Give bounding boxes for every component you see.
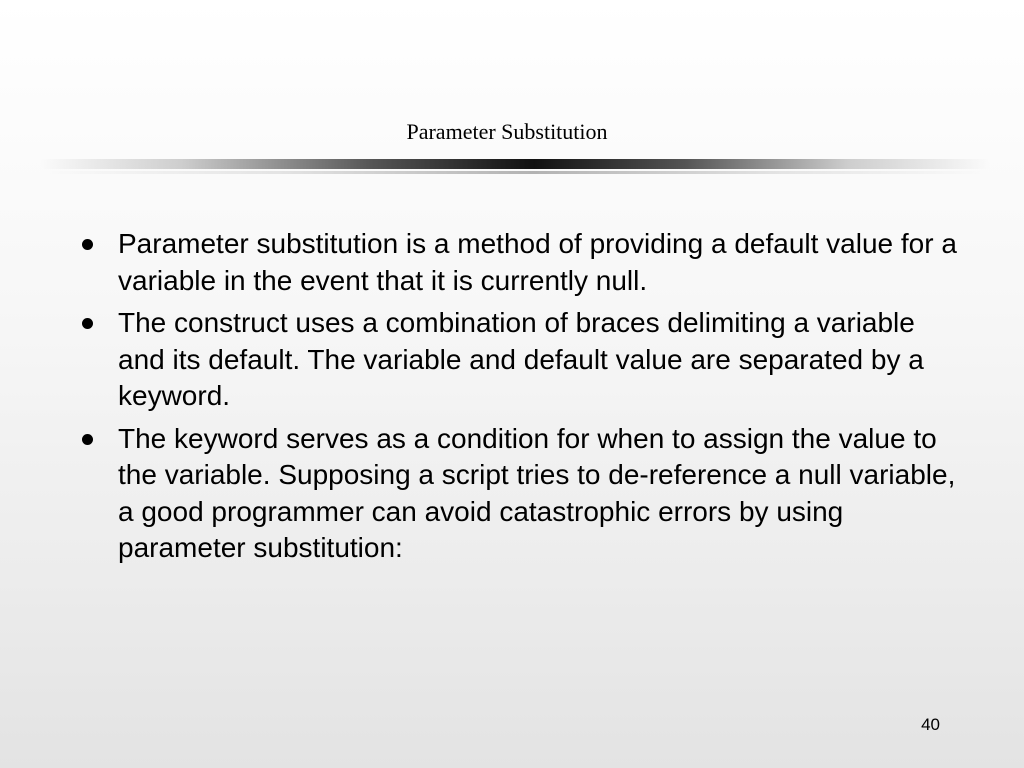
slide-title: Parameter Substitution <box>406 119 608 144</box>
title-divider-shadow <box>40 171 990 174</box>
bullet-item <box>82 226 962 299</box>
bullet-dot-icon <box>82 434 93 445</box>
bullet-dot-icon <box>82 318 93 329</box>
title-divider <box>40 159 990 169</box>
bullet-item <box>82 421 962 567</box>
bullet-dot-icon <box>82 239 93 250</box>
bullet-text: The construct uses a combination of braces delimiting a variable and its default. The variable and default value are separated by a keyword. <box>118 307 924 411</box>
bullet-text: Parameter substitution is a method of providing a default value for a variable in the event that it is currently null. <box>118 228 957 296</box>
page-number: 40 <box>921 715 940 734</box>
bullet-text: The keyword serves as a condition for when to assign the value to the variable. Supposing a script tries to de-reference a null variable, a good programmer can avoid catastrophic errors by using parameter substitution: <box>118 422 956 563</box>
bullet-list <box>82 226 962 573</box>
bullet-item <box>82 305 962 415</box>
